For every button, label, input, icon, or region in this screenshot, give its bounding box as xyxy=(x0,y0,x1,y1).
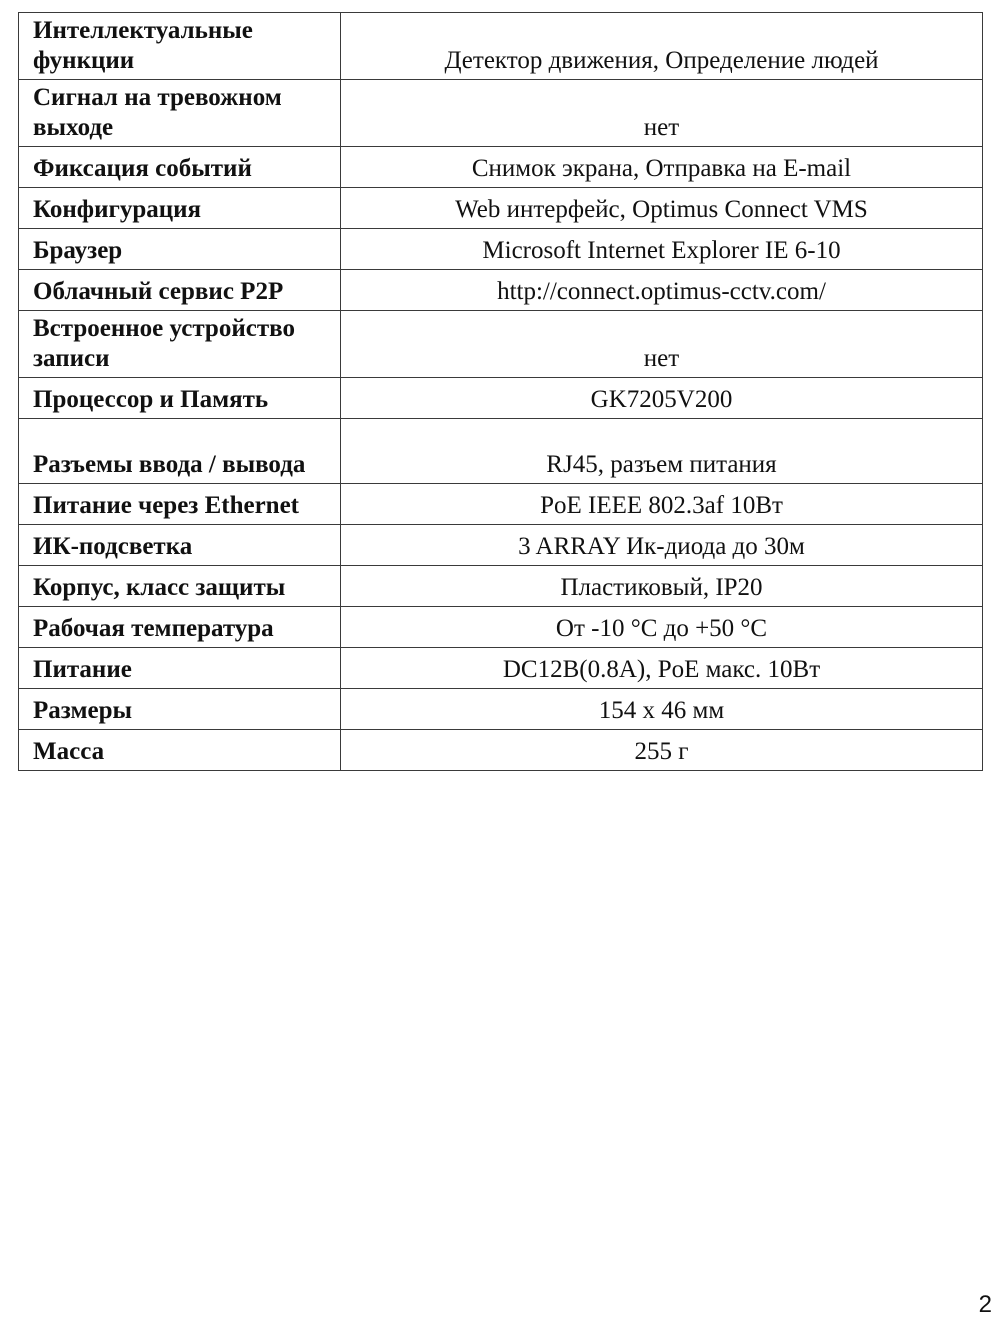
spec-value: Снимок экрана, Отправка на E-mail xyxy=(341,147,983,188)
spec-value: нет xyxy=(341,311,983,378)
spec-value: От -10 °С до +50 °С xyxy=(341,607,983,648)
spec-row-housing-protection xyxy=(19,566,983,607)
spec-value: http://connect.optimus-cctv.com/ xyxy=(341,270,983,311)
spec-value: Детектор движения, Определение людей xyxy=(341,13,983,80)
spec-row-power xyxy=(19,648,983,689)
spec-value: 255 г xyxy=(341,730,983,771)
spec-label: Корпус, класс защиты xyxy=(19,566,341,607)
spec-value: Пластиковый, IP20 xyxy=(341,566,983,607)
spec-label: Интеллектуальные функции xyxy=(19,13,341,80)
spec-label: Встроенное устройство записи xyxy=(19,311,341,378)
spec-label: Разъемы ввода / вывода xyxy=(19,419,341,484)
spec-label: ИК-подсветка xyxy=(19,525,341,566)
spec-value: GK7205V200 xyxy=(341,378,983,419)
page-number: 2 xyxy=(978,1291,992,1318)
spec-value: Web интерфейс, Optimus Connect VMS xyxy=(341,188,983,229)
spec-value: DC12В(0.8А), PoE макс. 10Вт xyxy=(341,648,983,689)
spec-value: 3 ARRAY Ик-диода до 30м xyxy=(341,525,983,566)
spec-row-poe xyxy=(19,484,983,525)
spec-label: Конфигурация xyxy=(19,188,341,229)
spec-row-intelligent-functions xyxy=(19,13,983,80)
spec-label: Рабочая температура xyxy=(19,607,341,648)
spec-value: 154 х 46 мм xyxy=(341,689,983,730)
spec-label: Сигнал на тревожном выходе xyxy=(19,80,341,147)
spec-label: Фиксация событий xyxy=(19,147,341,188)
spec-row-alarm-output xyxy=(19,80,983,147)
spec-label: Браузер xyxy=(19,229,341,270)
spec-label: Размеры xyxy=(19,689,341,730)
spec-label: Питание xyxy=(19,648,341,689)
spec-row-io-connectors xyxy=(19,419,983,484)
spec-label: Масса xyxy=(19,730,341,771)
spec-label: Питание через Ethernet xyxy=(19,484,341,525)
spec-row-dimensions xyxy=(19,689,983,730)
spec-row-operating-temperature xyxy=(19,607,983,648)
spec-value: нет xyxy=(341,80,983,147)
spec-row-cloud-p2p xyxy=(19,270,983,311)
spec-label: Облачный сервис P2P xyxy=(19,270,341,311)
spec-row-ir-illumination xyxy=(19,525,983,566)
spec-value: PoE IEEE 802.3af 10Вт xyxy=(341,484,983,525)
spec-row-weight xyxy=(19,730,983,771)
specifications-table xyxy=(18,12,983,771)
spec-row-processor-memory xyxy=(19,378,983,419)
spec-label: Процессор и Память xyxy=(19,378,341,419)
spec-row-built-in-recording xyxy=(19,311,983,378)
spec-value: Microsoft Internet Explorer IE 6-10 xyxy=(341,229,983,270)
spec-row-browser xyxy=(19,229,983,270)
spec-row-event-capture xyxy=(19,147,983,188)
spec-row-configuration xyxy=(19,188,983,229)
spec-value: RJ45, разъем питания xyxy=(341,419,983,484)
